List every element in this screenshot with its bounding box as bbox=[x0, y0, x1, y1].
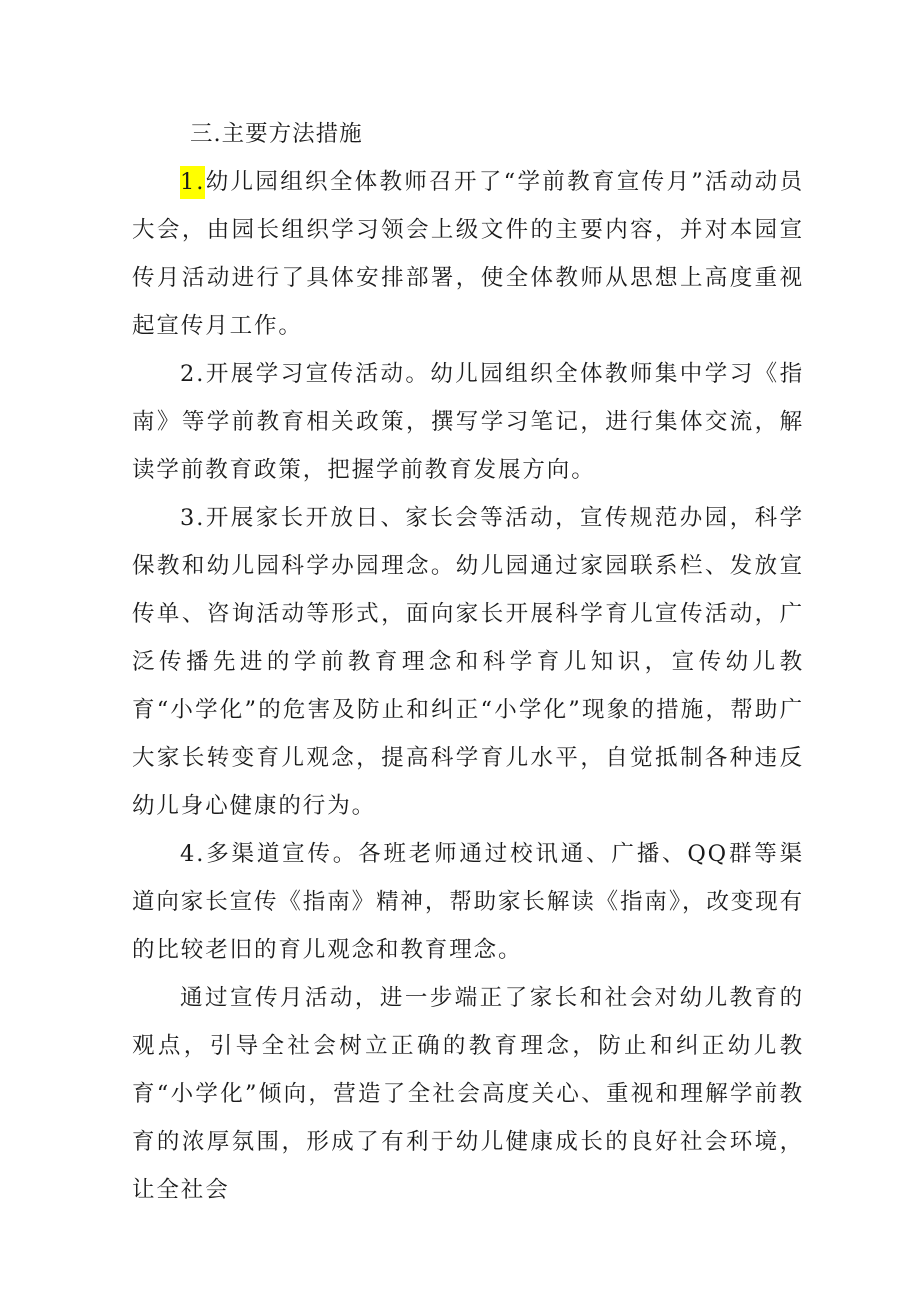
paragraph-1 bbox=[132, 158, 804, 350]
paragraph-2 bbox=[132, 350, 804, 494]
list-marker-2: 2 bbox=[180, 361, 197, 387]
paragraph-2-text: .开展学习宣传活动。幼儿园组织全体教师集中学习《指南》等学前教育相关政策，撰写学习笔记，进行集体交流，解读学前教育政策，把握学前教育发展方向。 bbox=[132, 361, 804, 483]
section-heading: 三.主要方法措施 bbox=[190, 121, 363, 147]
paragraph-5 bbox=[132, 974, 804, 1214]
document-body bbox=[132, 110, 804, 1214]
paragraph-3-text: .开展家长开放日、家长会等活动，宣传规范办园，科学保教和幼儿园科学办园理念。幼儿园通过家园联系栏、发放宣传单、咨询活动等形式，面向家长开展科学育儿宣传活动，广泛传播先进的学前教育理念和科学育儿知识，宣传幼儿教育“小学化”的危害及防止和纠正“小学化”现象的措施，帮助广大家长转变育儿观念，提高科学育儿水平，自觉抵制各种违反幼儿身心健康的行为。 bbox=[132, 505, 804, 819]
highlighted-list-marker: 1. bbox=[180, 166, 205, 199]
paragraph-4-text: .多渠道宣传。各班老师通过校讯通、广播、QQ群等渠道向家长宣传《指南》精神，帮助家长解读《指南》，改变现有的比较老旧的育儿观念和教育理念。 bbox=[132, 841, 804, 963]
paragraph-5-text: 通过宣传月活动，进一步端正了家长和社会对幼儿教育的观点，引导全社会树立正确的教育理念，防止和纠正幼儿教育“小学化”倾向，营造了全社会高度关心、重视和理解学前教育的浓厚氛围，形成了有利于幼儿健康成长的良好社会环境，让全社会 bbox=[132, 985, 804, 1203]
paragraph-3 bbox=[132, 494, 804, 830]
paragraph-1-text: 幼儿园组织全体教师召开了“学前教育宣传月”活动动员大会，由园长组织学习领会上级文件的主要内容，并对本园宣传月活动进行了具体安排部署，使全体教师从思想上高度重视起宣传月工作。 bbox=[132, 169, 804, 339]
list-marker-4: 4 bbox=[180, 841, 197, 867]
list-marker-3: 3 bbox=[180, 505, 197, 531]
paragraph-4 bbox=[132, 830, 804, 974]
